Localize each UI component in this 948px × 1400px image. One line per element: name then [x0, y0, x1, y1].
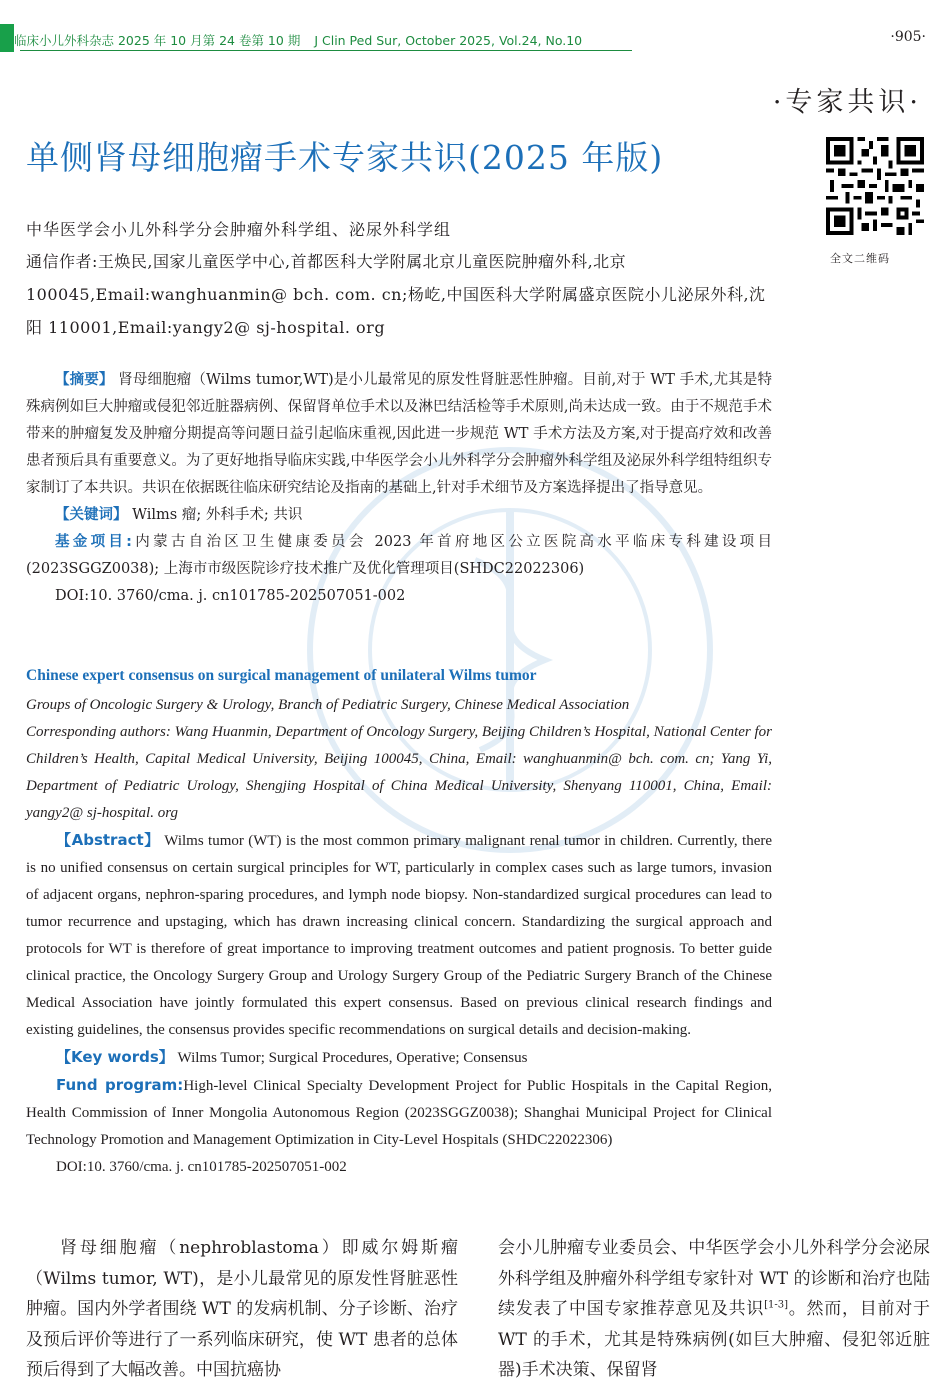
keywords-en-paragraph: [26, 1044, 772, 1072]
abstract-cn-paragraph: [26, 367, 772, 502]
body-paragraph: 肾母细胞瘤（nephroblastoma）即威尔姆斯瘤（Wilms tumor, WT)，是小儿最常见的原发性肾脏恶性肿瘤。国内外学者围绕 WT 的发病机制、分子诊断、治疗及预后评价等进行了一系列临床研究，使 WT 患者的总体预后得到了大幅改善。中国抗癌协: [26, 1238, 458, 1380]
abstract-cn: [26, 367, 772, 610]
journal-name-en: J Clin Ped Sur, October 2025, Vol.24, No.10: [314, 33, 583, 48]
abstract-cn-label: 【摘要】: [55, 372, 114, 388]
abstract-en: [26, 692, 772, 1181]
page-number: ·905·: [890, 29, 926, 45]
journal-name-cn: 临床小儿外科杂志 2025 年 10 月第 24 卷第 10 期: [14, 33, 301, 48]
fund-cn-label: 基金项目:: [55, 534, 132, 550]
qr-caption: 全文二维码: [830, 252, 890, 265]
corresponding-en: Corresponding authors: Wang Huanmin, Department of Oncology Surgery, Beijing Children’s Hospital, National Center for Children’s Health, Capital Medical University, Beijing 100045, China, Email: wanghuanmin@ bch. com. cn; Yang Yi, Department of Pediatric Urology, Shengjing Hospital of China Medical University, Shenyang 110001, China, Email: yangy2@ sj-hospital. org: [26, 724, 772, 821]
groups-en: Groups of Oncologic Surgery & Urology, Branch of Pediatric Surgery, Chinese Medical Association: [26, 697, 630, 713]
abstract-en-label: 【Abstract】: [56, 831, 160, 849]
abstract-en-text: Wilms tumor (WT) is the most common primary malignant renal tumor in children. Currently, there is no unified consensus on certain surgical principles for WT, particularly in complex cases such as large tumors, invasion of adjacent organs, nephron-sparing procedures, and lymph node biopsy. Non-standardized surgical procedures can lead to tumor recurrence and upstaging, which has drawn increasing clinical concern. Standardizing the surgical approach and protocols for WT is therefore of great importance to improving treatment outcomes and patient prognosis. To better guide clinical practice, the Oncology Surgery Group and Urology Surgery Group of the Pediatric Surgery Branch of the Chinese Medical Association have jointly formulated this expert consensus. Based on previous clinical research findings and existing guidelines, the consensus provides specific recommendations on surgical details and decision-making.: [26, 833, 773, 1038]
article-title: 单侧肾母细胞瘤手术专家共识(2025 年版): [26, 138, 664, 177]
fund-cn-text: 内蒙古自治区卫生健康委员会 2023 年首府地区公立医院高水平临床专科建设项目(2023SGGZ0038); 上海市市级医院诊疗技术推广及优化管理项目(SHDC22022306): [26, 534, 772, 577]
abstract-en-paragraph: [26, 827, 772, 1044]
body-column-left: [26, 1233, 458, 1386]
fund-en-text: High-level Clinical Specialty Development Project for Public Hospitals in the Capital Region, Health Commission of Inner Mongolia Autonomous Region (2023SGGZ0038); Shanghai Municipal Project for Clinical Technology Promotion and Management Optimization in City-Level Hospitals (SHDC22022306): [26, 1078, 772, 1148]
keywords-en-label: 【Key words】: [56, 1048, 174, 1066]
corresponding-authors: 通信作者:王焕民,国家儿童医学中心,首都医科大学附属北京儿童医院肿瘤外科,北京 100045,Email:wanghuanmin@ bch. com. cn;杨屹,中国医科大学附属盛京医院小儿泌尿外科,沈阳 110001,Email:yangy2@ sj-hospital. org: [26, 252, 766, 337]
fund-en-label: Fund program:: [56, 1076, 184, 1094]
header-accent-bar: [0, 24, 14, 52]
journal-header: [14, 31, 582, 49]
keywords-en-text: Wilms Tumor; Surgical Procedures, Operative; Consensus: [177, 1050, 528, 1066]
keywords-cn-paragraph: [26, 502, 772, 529]
keywords-cn-text: Wilms 瘤; 外科手术; 共识: [132, 507, 303, 523]
body-text-b: 。然而，目前对于 WT 的手术，尤其是特殊病例(如巨大肿瘤、侵犯邻近脏器)手术决策、保留肾: [498, 1299, 931, 1380]
author-groups: 中华医学会小儿外科学分会肿瘤外科学组、泌尿外科学组: [26, 220, 452, 239]
doi-en: DOI:10. 3760/cma. j. cn101785-202507051-002: [56, 1159, 347, 1175]
section-label: ·专家共识·: [772, 87, 922, 118]
english-title: Chinese expert consensus on surgical management of unilateral Wilms tumor: [26, 667, 537, 684]
doi-cn: DOI:10. 3760/cma. j. cn101785-202507051-002: [55, 588, 406, 604]
fund-en-paragraph: [26, 1072, 772, 1154]
body-column-right: [498, 1233, 930, 1386]
keywords-cn-label: 【关键词】: [55, 507, 128, 523]
fund-cn-paragraph: [26, 529, 772, 583]
body-text-a: 会小儿肿瘤专业委员会、中华医学会小儿外科学分会泌尿外科学组及肿瘤外科学组专家针对 WT 的诊断和治疗也陆续发表了中国专家推荐意见及共识: [498, 1238, 930, 1319]
abstract-cn-text: 肾母细胞瘤（Wilms tumor,WT)是小儿最常见的原发性肾脏恶性肿瘤。目前,对于 WT 手术,尤其是特殊病例如巨大肿瘤或侵犯邻近脏器病例、保留肾单位手术以及淋巴结活检等手术原则,尚未达成一致。由于不规范手术带来的肿瘤复发及肿瘤分期提高等问题日益引起临床重视,因此进一步规范 WT 手术方法及方案,对于提高疗效和改善患者预后具有重要意义。为了更好地指导临床实践,中华医学会小儿外科学分会肿瘤外科学组及泌尿外科学组特组织专家制订了本共识。共识在依据既往临床研究结论及指南的基础上,针对手术细节及方案选择提出了指导意见。: [26, 372, 772, 496]
qr-code-icon[interactable]: [826, 137, 924, 235]
citation-reference[interactable]: [1-3]: [764, 1299, 789, 1311]
body-paragraph: [498, 1233, 930, 1386]
header-divider: [20, 50, 632, 51]
